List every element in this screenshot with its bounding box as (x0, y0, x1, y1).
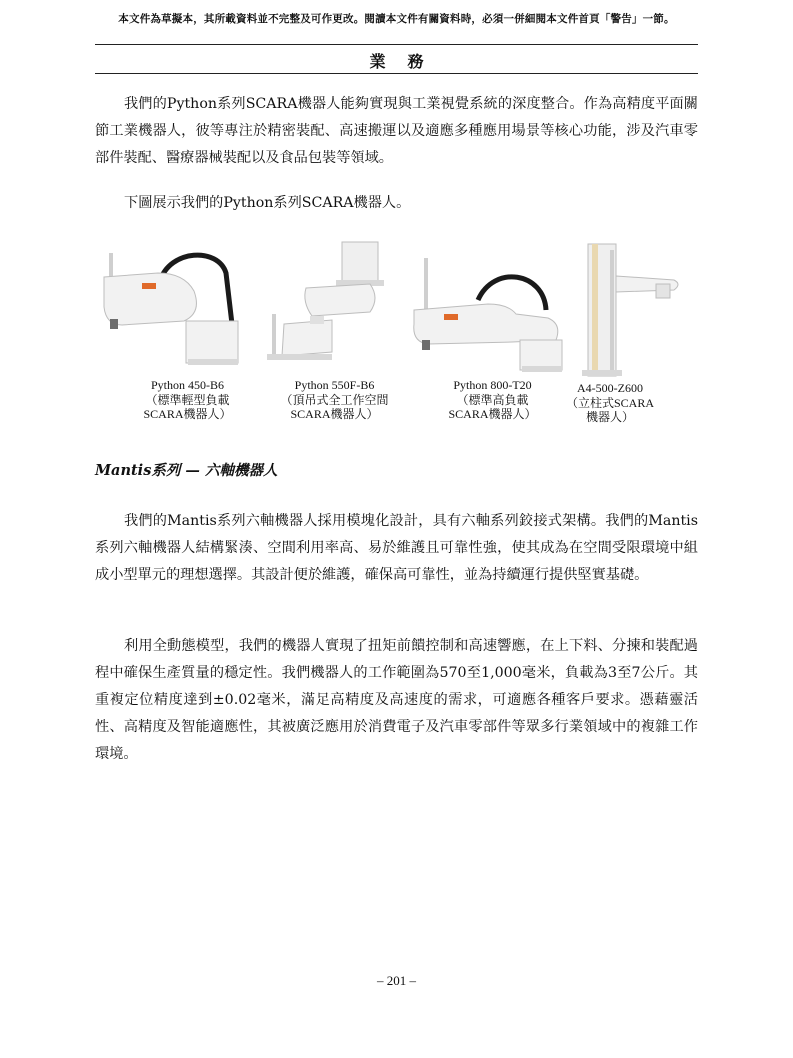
product-name: Python 450-B6 (150, 378, 224, 392)
scara-robot-python-800-t20-image (408, 254, 573, 374)
mantis-design-paragraph: 我們的Mantis系列六軸機器人採用模塊化設計，具有六軸系列鉸接式架構。我們的Mantis系列六軸機器人結構緊湊、空間利用率高、易於維護且可靠性強，使其成為在空間受限環境中組成小型單元的理想選擇。其設計便於維護，確保高可靠性，並為持續運行提供堅實基礎。 (95, 513, 698, 583)
product-description: （標準輕型負載SCARA機器人） (143, 392, 232, 421)
product-name: Python 550F-B6 (294, 378, 375, 392)
section-title: 業務 (369, 52, 446, 71)
product-caption (272, 378, 397, 422)
product-description: （頂吊式全工作空間SCARA機器人） (280, 392, 389, 421)
page-number: – 201 – (377, 973, 416, 988)
header-rule-bottom (95, 73, 698, 74)
python-series-paragraph: 我們的Python系列SCARA機器人能夠實現與工業視覺系統的深度整合。作為高精度平面關節工業機器人，彼等專注於精密裝配、高速搬運以及適應多種應用場景等核心功能，涉及汽車零部件裝配、醫療器械裝配以及食品包裝等領域。 (95, 96, 698, 166)
product-name: Python 800-T20 (453, 378, 532, 392)
figure-intro-paragraph: 下圖展示我們的Python系列SCARA機器人。 (124, 195, 411, 211)
product-caption (125, 378, 250, 422)
mantis-series-heading: Mantis系列 — 六軸機器人 (95, 462, 278, 479)
product-description: （立柱式SCARA機器人） (565, 395, 654, 424)
product-caption (430, 378, 555, 422)
scara-robot-python-550f-b6-image (262, 240, 392, 370)
product-description: （標準高負載SCARA機器人） (448, 392, 537, 421)
draft-disclaimer: 本文件為草擬本，其所載資料並不完整及可作更改。閱讀本文件有關資料時，必須一併細閱本文件首頁「警告」一節。 (118, 13, 675, 25)
product-caption (555, 381, 665, 425)
scara-robot-a4-500-z600-image (578, 240, 688, 380)
mantis-performance-paragraph: 利用全動態模型，我們的機器人實現了扭矩前饋控制和高速響應，在上下料、分揀和裝配過程中確保生產質量的穩定性。我們機器人的工作範圍為570至1,000毫米，負載為3至7公斤。其重複定位精度達到±0.02毫米，滿足高精度及高速度的需求，可適應各種客戶要求。憑藉靈活性、高精度及智能適應性，其被廣泛應用於消費電子及汽車零部件等眾多行業領域中的複雜工作環境。 (95, 638, 698, 762)
header-rule-top (95, 44, 698, 45)
scara-robot-python-450-b6-image (100, 247, 250, 372)
product-name: A4-500-Z600 (577, 381, 643, 395)
